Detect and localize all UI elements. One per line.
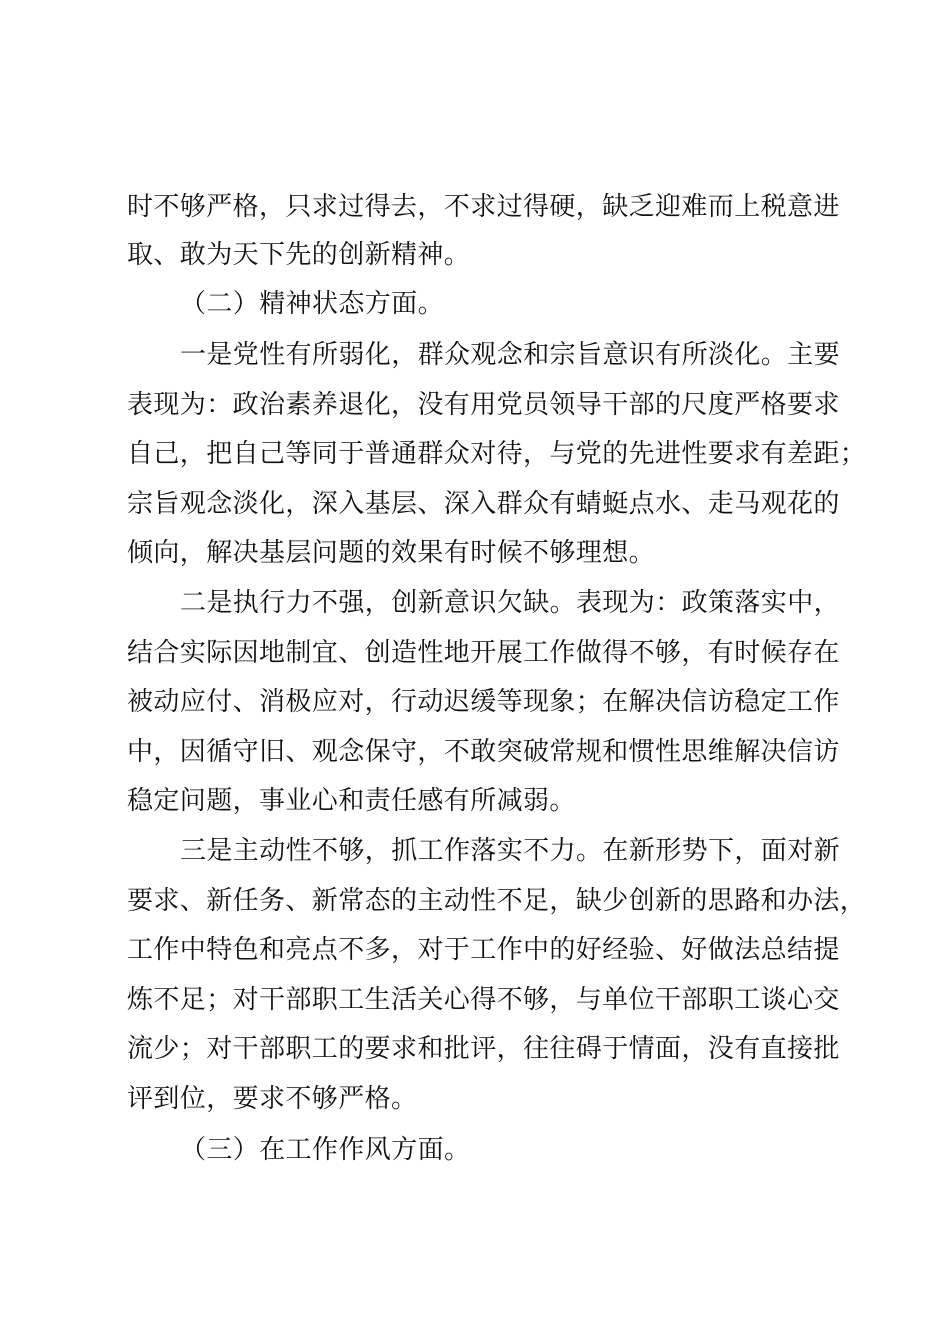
- text-line: 倾向，解决基层问题的效果有时候不够理想。: [127, 538, 656, 568]
- text-line: 工作中特色和亮点不多，对于工作中的好经验、好做法总结提: [127, 935, 840, 965]
- text-line: 中，因循守旧、观念保守，不敢突破常规和惯性思维解决信访: [127, 737, 840, 767]
- text-line: 要求、新任务、新常态的主动性不足，缺少创新的思路和办法，: [127, 886, 867, 916]
- text-line: 流少；对干部职工的要求和批评，往往碍于情面，没有直接批: [127, 1034, 840, 1064]
- text-line: 表现为：政治素养退化，没有用党员领导干部的尺度严格要求: [127, 390, 840, 420]
- text-line: 宗旨观念淡化，深入基层、深入群众有蜻蜓点水、走马观花的: [127, 489, 840, 519]
- paragraph-line: 二是执行力不强，创新意识欠缺。表现为：政策落实中，: [180, 588, 841, 618]
- text-line: 结合实际因地制宜、创造性地开展工作做得不够，有时候存在: [127, 638, 840, 668]
- paragraph-line: 三是主动性不够，抓工作落实不力。在新形势下，面对新: [180, 836, 841, 866]
- text-line: 炼不足；对干部职工生活关心得不够，与单位干部职工谈心交: [127, 985, 840, 1015]
- text-line: 被动应付、消极应对，行动迟缓等现象；在解决信访稳定工作: [127, 687, 840, 717]
- paragraph-line: 一是党性有所弱化，群众观念和宗旨意识有所淡化。主要: [180, 340, 841, 370]
- text-line: 评到位，要求不够严格。: [127, 1084, 418, 1114]
- section-heading: （二）精神状态方面。: [180, 289, 445, 319]
- text-line: 时不够严格，只求过得去，不求过得硬，缺乏迎难而上税意进: [127, 192, 840, 222]
- text-line: 自己，把自己等同于普通群众对待，与党的先进性要求有差距；: [127, 439, 867, 469]
- text-line: 稳定问题，事业心和责任感有所减弱。: [127, 786, 576, 816]
- text-line: 取、敢为天下先的创新精神。: [127, 240, 471, 270]
- section-heading: （三）在工作作风方面。: [180, 1135, 471, 1165]
